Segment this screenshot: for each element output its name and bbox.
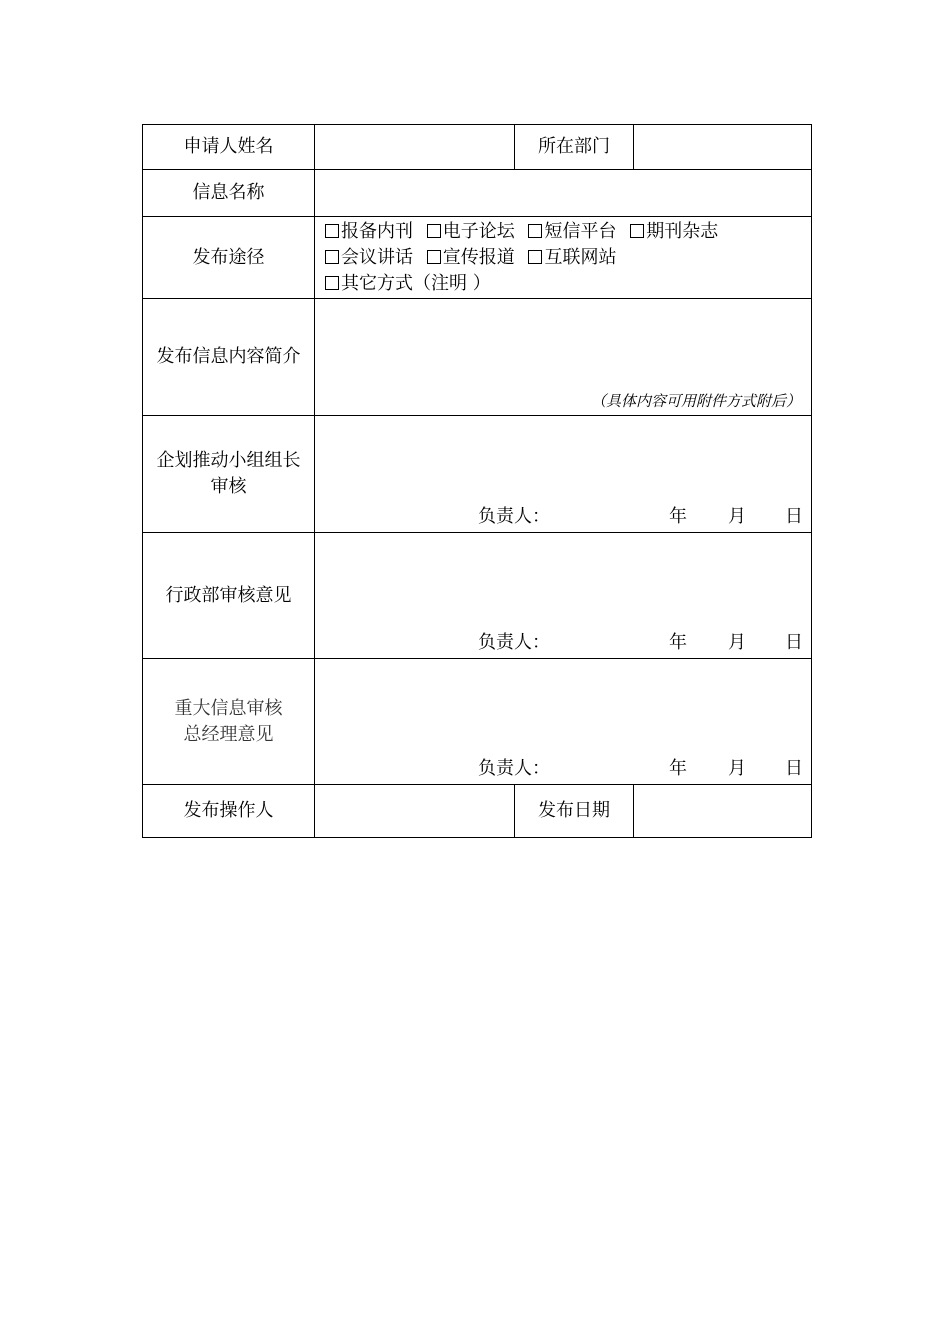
row-channels bbox=[143, 217, 812, 299]
publish-date-label: 发布日期 bbox=[515, 785, 634, 838]
channel-option[interactable]: 期刊杂志 bbox=[630, 221, 718, 242]
planning-review-label: 企划推动小组组长 审核 bbox=[143, 416, 315, 533]
responsible-person-label: 负责人： bbox=[478, 506, 550, 527]
checkbox-icon[interactable] bbox=[528, 224, 542, 238]
applicant-name-label: 申请人姓名 bbox=[143, 125, 315, 170]
row-info-name bbox=[143, 170, 812, 217]
channels-label: 发布途径 bbox=[143, 217, 315, 299]
info-release-form bbox=[142, 124, 812, 838]
checkbox-icon[interactable] bbox=[528, 250, 542, 264]
day-label: 日 bbox=[785, 506, 803, 527]
year-label: 年 bbox=[669, 506, 687, 527]
row-gm-review bbox=[143, 659, 812, 785]
row-admin-review bbox=[143, 533, 812, 659]
info-name-field[interactable] bbox=[315, 170, 812, 217]
channel-option[interactable]: 互联网站 bbox=[528, 247, 616, 268]
responsible-person-label: 负责人： bbox=[478, 758, 550, 779]
channel-option[interactable]: 会议讲话 bbox=[325, 247, 413, 268]
gm-review-label: 重大信息审核 总经理意见 bbox=[143, 659, 315, 785]
row-summary bbox=[143, 299, 812, 416]
checkbox-icon[interactable] bbox=[427, 224, 441, 238]
admin-review-field[interactable] bbox=[315, 533, 812, 659]
summary-field[interactable] bbox=[315, 299, 812, 416]
attachment-note: （具体内容可用附件方式附后） bbox=[590, 392, 801, 410]
checkbox-icon[interactable] bbox=[630, 224, 644, 238]
applicant-name-field[interactable] bbox=[315, 125, 515, 170]
summary-label: 发布信息内容简介 bbox=[143, 299, 315, 416]
channels-options bbox=[315, 217, 812, 299]
channel-option[interactable]: 宣传报道 bbox=[427, 247, 515, 268]
signature-line bbox=[315, 630, 811, 656]
month-label: 月 bbox=[728, 758, 746, 779]
year-label: 年 bbox=[669, 758, 687, 779]
planning-review-field[interactable] bbox=[315, 416, 812, 533]
row-publish bbox=[143, 785, 812, 838]
row-planning-review bbox=[143, 416, 812, 533]
month-label: 月 bbox=[728, 506, 746, 527]
row-applicant bbox=[143, 125, 812, 170]
channel-option[interactable]: 电子论坛 bbox=[427, 221, 515, 242]
publish-date-field[interactable] bbox=[634, 785, 812, 838]
publish-operator-field[interactable] bbox=[315, 785, 515, 838]
day-label: 日 bbox=[785, 632, 803, 653]
gm-review-field[interactable] bbox=[315, 659, 812, 785]
info-name-label: 信息名称 bbox=[143, 170, 315, 217]
channel-option[interactable]: 短信平台 bbox=[528, 221, 616, 242]
channel-option[interactable]: 报备内刊 bbox=[325, 221, 413, 242]
checkbox-icon[interactable] bbox=[325, 250, 339, 264]
day-label: 日 bbox=[785, 758, 803, 779]
department-label: 所在部门 bbox=[515, 125, 634, 170]
year-label: 年 bbox=[669, 632, 687, 653]
signature-line bbox=[315, 504, 811, 530]
checkbox-icon[interactable] bbox=[325, 276, 339, 290]
admin-review-label: 行政部审核意见 bbox=[143, 533, 315, 659]
checkbox-icon[interactable] bbox=[427, 250, 441, 264]
month-label: 月 bbox=[728, 632, 746, 653]
signature-line bbox=[315, 756, 811, 782]
responsible-person-label: 负责人： bbox=[478, 632, 550, 653]
publish-operator-label: 发布操作人 bbox=[143, 785, 315, 838]
department-field[interactable] bbox=[634, 125, 812, 170]
channel-option[interactable]: 其它方式（注明 ） bbox=[325, 273, 491, 294]
checkbox-icon[interactable] bbox=[325, 224, 339, 238]
